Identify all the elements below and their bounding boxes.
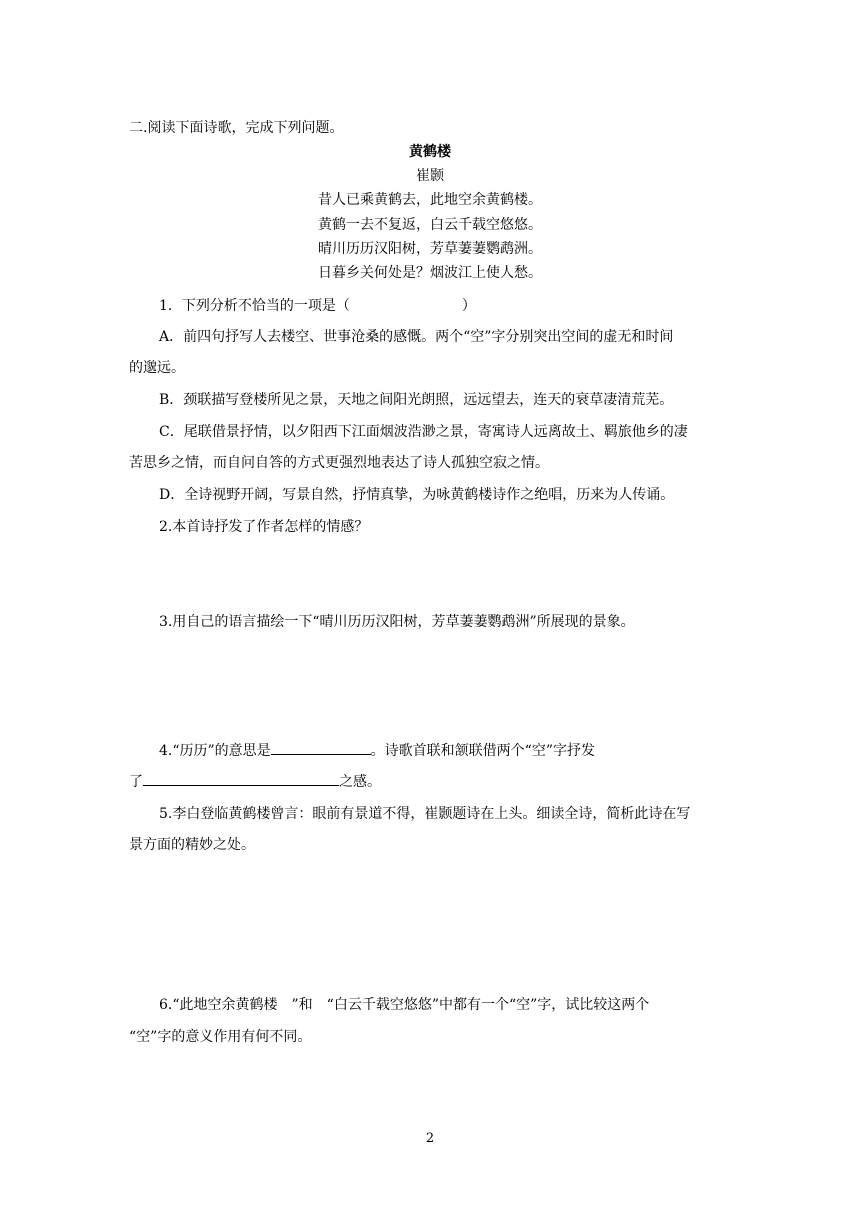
question-1-stem-text: 1．下列分析不恰当的一项是（ — [159, 298, 350, 314]
question-2: 2.本首诗抒发了作者怎样的情感？ — [159, 519, 369, 535]
question-1-stem — [159, 296, 476, 316]
option-b: B．颈联描写登楼所见之景，天地之间阳光朗照，远远望去，连天的衰草凄清荒芜。 — [159, 392, 674, 408]
question-4-text-4: 之感。 — [339, 774, 381, 790]
question-4-line-2 — [129, 771, 381, 792]
question-6-line-1: 6.“此地空余黄鹤楼 ”和 “白云千载空悠悠”中都有一个“空”字，试比较这两个 — [159, 997, 650, 1013]
option-c-line-2: 苦思乡之情，而自问自答的方式更强烈地表达了诗人孤独空寂之情。 — [129, 455, 549, 471]
option-d: D．全诗视野开阔，写景自然，抒情真挚，为咏黄鹤楼诗作之绝唱，历来为人传诵。 — [159, 487, 675, 503]
question-6-line-2: “空”字的意义作用有何不同。 — [129, 1029, 312, 1045]
poem-title: 黄鹤楼 — [409, 144, 451, 160]
option-c-line-1: C．尾联借景抒情，以夕阳西下江面烟波浩渺之景，寄寓诗人远离故土、羁旅他乡的凄 — [159, 424, 688, 440]
question-4-text-1: 4.“历历”的意思是 — [159, 743, 271, 759]
question-3: 3.用自己的语言描绘一下“晴川历历汉阳树，芳草萋萋鹦鹉洲”所展现的景象。 — [159, 614, 635, 630]
answer-blank-1[interactable] — [271, 740, 371, 755]
poem-line-3: 晴川历历汉阳树，芳草萋萋鹦鹉洲。 — [318, 241, 542, 257]
page-number: 2 — [425, 1131, 435, 1146]
poem-line-2: 黄鹤一去不复返，白云千载空悠悠。 — [318, 217, 542, 233]
answer-blank-2[interactable] — [143, 771, 339, 786]
option-a-line-1: A．前四句抒写人去楼空、世事沧桑的感慨。两个“空”字分别突出空间的虚无和时间 — [159, 329, 674, 345]
option-a-line-2: 的邈远。 — [129, 360, 185, 376]
question-4-text-2: 。诗歌首联和颔联借两个“空”字抒发 — [370, 743, 595, 759]
question-4-text-3: 了 — [129, 774, 143, 790]
poem-author: 崔颢 — [416, 168, 444, 184]
question-1-stem-close: ） — [461, 298, 476, 314]
question-5-line-1: 5.李白登临黄鹤楼曾言：眼前有景道不得，崔颢题诗在上头。细读全诗，简析此诗在写 — [159, 806, 691, 822]
section-heading: 二.阅读下面诗歌，完成下列问题。 — [129, 120, 344, 136]
question-5-line-2: 景方面的精妙之处。 — [129, 837, 255, 853]
poem-line-1: 昔人已乘黄鹤去，此地空余黄鹤楼。 — [318, 192, 542, 208]
question-4-line-1 — [159, 740, 595, 761]
poem-line-4: 日暮乡关何处是？烟波江上使人愁。 — [318, 265, 542, 281]
